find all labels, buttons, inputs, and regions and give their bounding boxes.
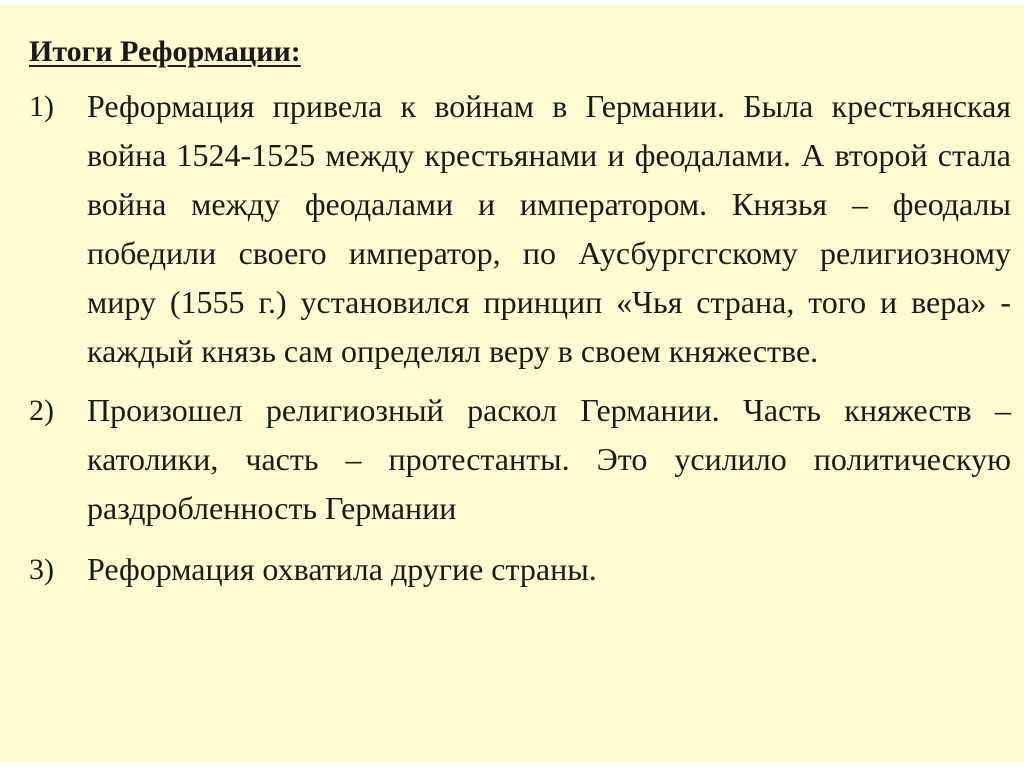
slide-title: Итоги Реформации: (29, 35, 301, 68)
slide-top-border (0, 0, 1024, 5)
results-list (29, 82, 1011, 594)
list-item-marker: 3) (29, 553, 54, 586)
list-item-marker: 1) (29, 90, 54, 123)
slide-bottom-border (0, 763, 1024, 767)
list-item (29, 545, 1011, 594)
list-item-text: Реформация охватила другие страны. (87, 551, 597, 587)
list-item-text: Реформация привела к войнам в Германии. Была крестьянская война 1524-1525 между крестьянами и феодалами. А второй стала война между феодалами и императором. Князья – феодалы победили своего император, по Аусбургсгскому религиозному миру (1555 г.) установился принцип «Чья страна, того и вера» - каждый князь сам определял веру в своем княжестве. (87, 88, 1011, 369)
list-item-marker: 2) (29, 394, 54, 427)
list-item (29, 82, 1011, 376)
list-item-text: Произошел религиозный раскол Германии. Часть княжеств – католики, часть – протестанты. Это усилило политическую раздробленность Германии (87, 392, 1011, 526)
list-item (29, 386, 1011, 533)
